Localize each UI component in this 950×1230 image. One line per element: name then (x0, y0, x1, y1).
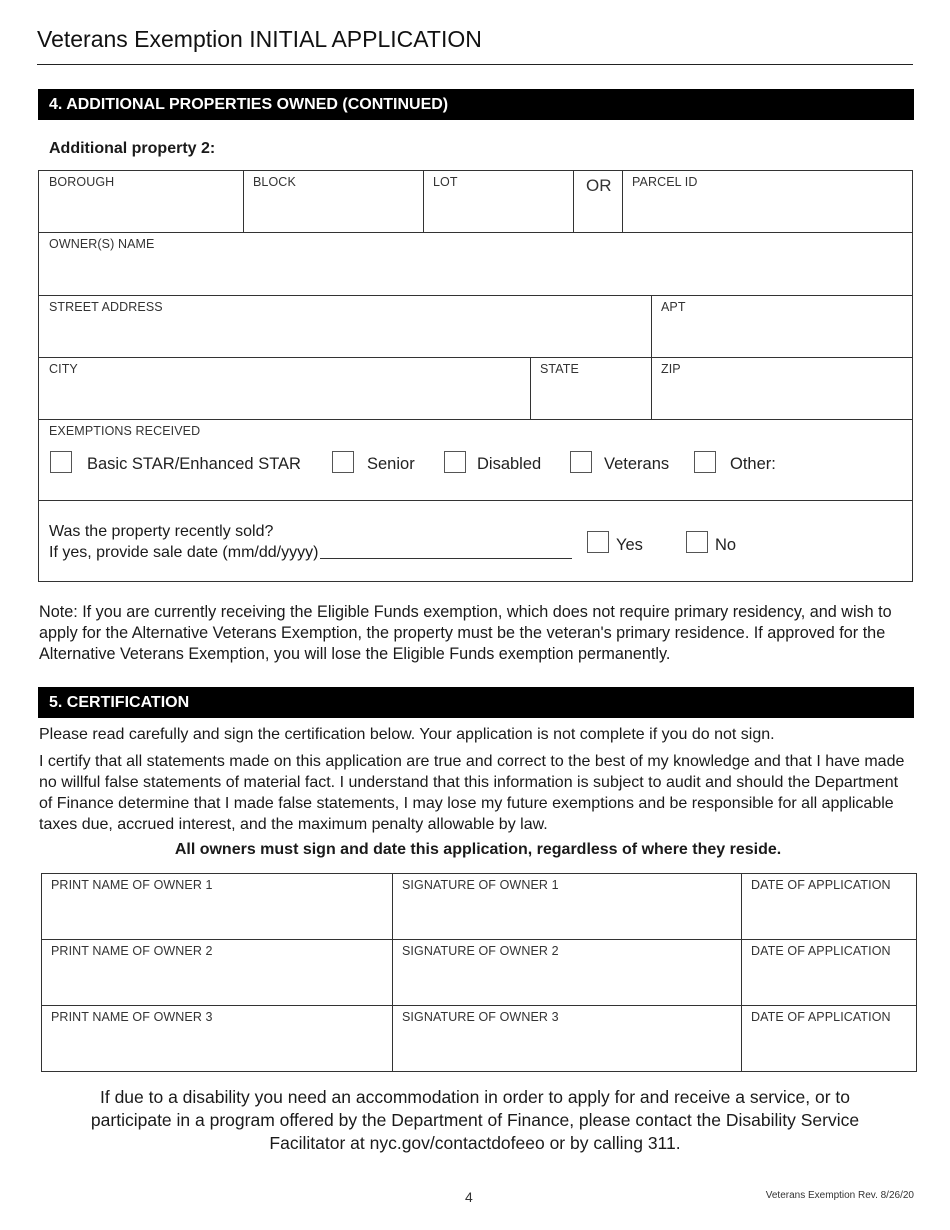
basic-star-checkbox[interactable] (50, 451, 72, 473)
parcel-id-field[interactable]: PARCEL ID (632, 175, 698, 189)
borough-field[interactable]: BOROUGH (49, 175, 115, 189)
certification-intro: Please read carefully and sign the certification below. Your application is not complete if you do not sign. (39, 726, 775, 743)
form-divider (243, 170, 244, 232)
state-field[interactable]: STATE (540, 362, 579, 376)
form-divider (38, 500, 913, 501)
basic-star-label: Basic STAR/Enhanced STAR (87, 455, 301, 473)
sold-question: Was the property recently sold? (49, 523, 274, 540)
additional-property-subheading: Additional property 2: (49, 140, 216, 157)
all-owners-notice: All owners must sign and date this application, regardless of where they reside. (174, 841, 782, 858)
table-divider (41, 939, 917, 940)
veterans-checkbox[interactable] (570, 451, 592, 473)
title-divider (37, 64, 913, 65)
certification-statement: I certify that all statements made on this application are true and correct to the best of my knowledge and that I have made no willful false statements of material fact. I understand that this information is subject to audit and should the Department of Finance determine that I made false statements, I may lose my future exemptions and be responsible for all applicable taxes due, accrued interest, and the maximum penalty allowable by law. (39, 753, 905, 833)
street-address-field[interactable]: STREET ADDRESS (49, 300, 163, 314)
owners-name-field[interactable]: OWNER(S) NAME (49, 237, 155, 251)
form-divider (573, 170, 574, 232)
revision-label: Veterans Exemption Rev. 8/26/20 (765, 1190, 914, 1201)
disabled-checkbox[interactable] (444, 451, 466, 473)
date-owner-3-field[interactable]: DATE OF APPLICATION (751, 1010, 891, 1024)
table-divider (392, 873, 393, 1072)
sale-date-input-line[interactable] (320, 558, 572, 559)
zip-field[interactable]: ZIP (661, 362, 681, 376)
eligible-funds-note: Note: If you are currently receiving the Eligible Funds exemption, which does not require primary residency, and wish to apply for the Alternative Veterans Exemption, the property must be the veteran's primary residence. If approved for the Alternative Veterans Exemption, you will lose the Eligible Funds exemption permanently. (39, 603, 892, 663)
signature-owner-1-field[interactable]: SIGNATURE OF OWNER 1 (402, 878, 559, 892)
date-owner-2-field[interactable]: DATE OF APPLICATION (751, 944, 891, 958)
form-divider (38, 419, 913, 420)
form-divider (38, 357, 913, 358)
sold-no-label: No (715, 536, 737, 554)
accommodation-note: If due to a disability you need an accommodation in order to apply for and receive a service, or to participate in a program offered by the Department of Finance, please contact the Disability Service Facilitator at nyc.gov/contactdofeeo or by calling 311. (90, 1087, 860, 1153)
date-owner-1-field[interactable]: DATE OF APPLICATION (751, 878, 891, 892)
sale-date-prompt: If yes, provide sale date (mm/dd/yyyy) (49, 544, 319, 561)
section-4-heading: 4. ADDITIONAL PROPERTIES OWNED (CONTINUED) (38, 89, 914, 120)
or-label: OR (586, 176, 612, 195)
form-divider (622, 170, 623, 232)
lot-field[interactable]: LOT (433, 175, 458, 189)
table-divider (741, 873, 742, 1072)
print-name-owner-2-field[interactable]: PRINT NAME OF OWNER 2 (51, 944, 213, 958)
senior-checkbox[interactable] (332, 451, 354, 473)
table-divider (41, 1005, 917, 1006)
block-field[interactable]: BLOCK (253, 175, 296, 189)
veterans-label: Veterans (604, 455, 670, 473)
senior-label: Senior (367, 455, 415, 473)
section-5-heading: 5. CERTIFICATION (38, 687, 914, 718)
sold-yes-checkbox[interactable] (587, 531, 609, 553)
other-label: Other: (730, 455, 776, 473)
sold-no-checkbox[interactable] (686, 531, 708, 553)
other-checkbox[interactable] (694, 451, 716, 473)
signature-table (41, 873, 917, 1072)
page-number: 4 (465, 1189, 473, 1205)
print-name-owner-3-field[interactable]: PRINT NAME OF OWNER 3 (51, 1010, 213, 1024)
disabled-label: Disabled (477, 455, 542, 473)
form-divider (651, 295, 652, 357)
document-title: Veterans Exemption INITIAL APPLICATION (37, 26, 482, 52)
form-divider (38, 295, 913, 296)
signature-owner-2-field[interactable]: SIGNATURE OF OWNER 2 (402, 944, 559, 958)
form-divider (651, 357, 652, 419)
apt-field[interactable]: APT (661, 300, 686, 314)
signature-owner-3-field[interactable]: SIGNATURE OF OWNER 3 (402, 1010, 559, 1024)
form-divider (423, 170, 424, 232)
form-divider (38, 232, 913, 233)
sold-yes-label: Yes (616, 536, 643, 554)
form-divider (530, 357, 531, 419)
print-name-owner-1-field[interactable]: PRINT NAME OF OWNER 1 (51, 878, 213, 892)
exemptions-received-label: EXEMPTIONS RECEIVED (49, 424, 201, 438)
city-field[interactable]: CITY (49, 362, 78, 376)
